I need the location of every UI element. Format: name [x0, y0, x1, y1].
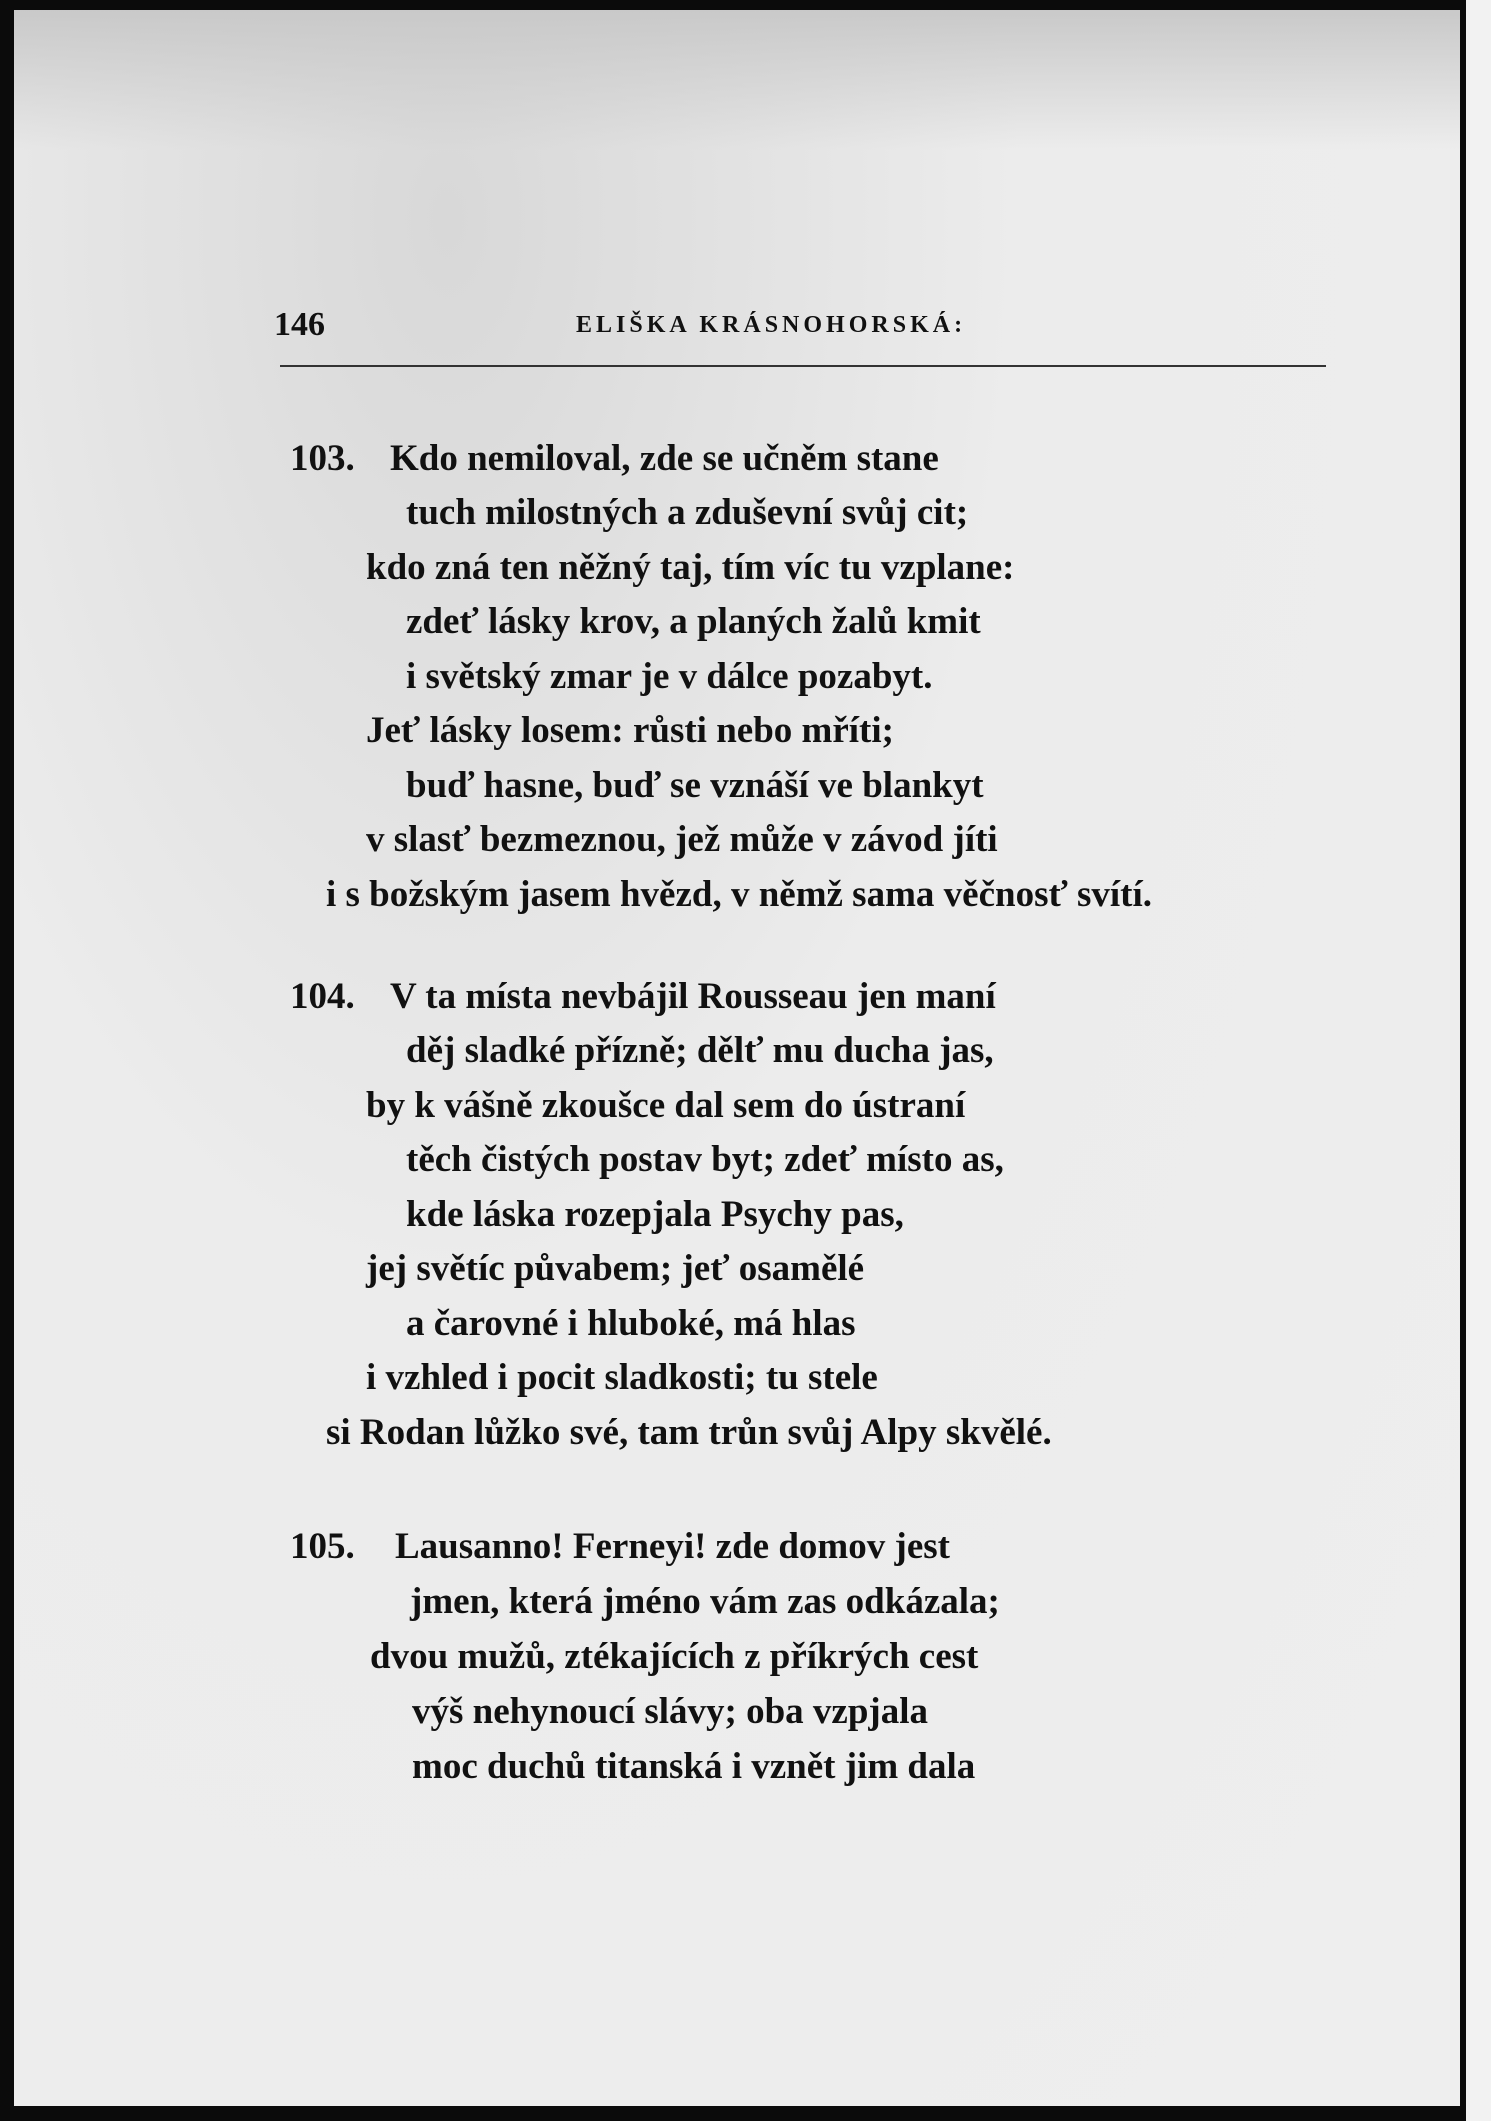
page-number: 146 [274, 306, 325, 343]
verse-line: kdo zná ten něžný taj, tím víc tu vzplane: [366, 547, 1015, 588]
verse-line: výš nehynoucí slávy; oba vzpjala [412, 1691, 929, 1732]
verse-line: by k vášně zkoušce dal sem do ústraní [366, 1085, 966, 1126]
verse-line: i světský zmar je v dálce pozabyt. [406, 656, 933, 697]
verse-line: Kdo nemiloval, zde se učněm stane [390, 438, 939, 479]
verse-line: buď hasne, buď se vznáší ve blankyt [406, 765, 984, 806]
verse-line: tuch milostných a zduševní svůj cit; [406, 492, 969, 533]
page-header [274, 306, 1324, 346]
verse-line: Lausanno! Ferneyi! zde domov jest [395, 1526, 950, 1567]
verse-line: jmen, která jméno vám zas odkázala; [410, 1581, 1000, 1622]
verse-line: Jeť lásky losem: růsti nebo mříti; [366, 710, 894, 751]
verse-line: moc duchů titanská i vznět jim dala [412, 1746, 976, 1787]
verse-line: jej světíc půvabem; jeť osamělé [366, 1248, 865, 1289]
stanza-number: 103. [290, 438, 355, 479]
verse-line: si Rodan lůžko své, tam trůn svůj Alpy skvělé. [326, 1412, 1052, 1453]
verse-line: i vzhled i pocit sladkosti; tu stele [366, 1357, 878, 1398]
adjacent-page-edge [1466, 0, 1491, 2121]
verse-line: v slasť bezmeznou, jež může v závod jíti [366, 819, 998, 860]
verse-line: děj sladké přízně; dělť mu ducha jas, [406, 1030, 994, 1071]
running-title: ELIŠKA KRÁSNOHORSKÁ: [576, 312, 967, 338]
verse-line: dvou mužů, ztékajících z příkrých cest [370, 1636, 979, 1677]
verse-line: kde láska rozepjala Psychy pas, [406, 1194, 904, 1235]
verse-line: a čarovné i hluboké, má hlas [406, 1303, 856, 1344]
stanza-number: 105. [290, 1526, 355, 1567]
header-rule [280, 365, 1326, 367]
verse-line: zdeť lásky krov, a planých žalů kmit [406, 601, 981, 642]
verse-line: V ta místa nevbájil Rousseau jen maní [390, 976, 996, 1017]
verse-line: i s božským jasem hvězd, v němž sama věčnosť svítí. [326, 874, 1153, 915]
verse-line: těch čistých postav byt; zdeť místo as, [406, 1139, 1004, 1180]
stanza-number: 104. [290, 976, 355, 1017]
